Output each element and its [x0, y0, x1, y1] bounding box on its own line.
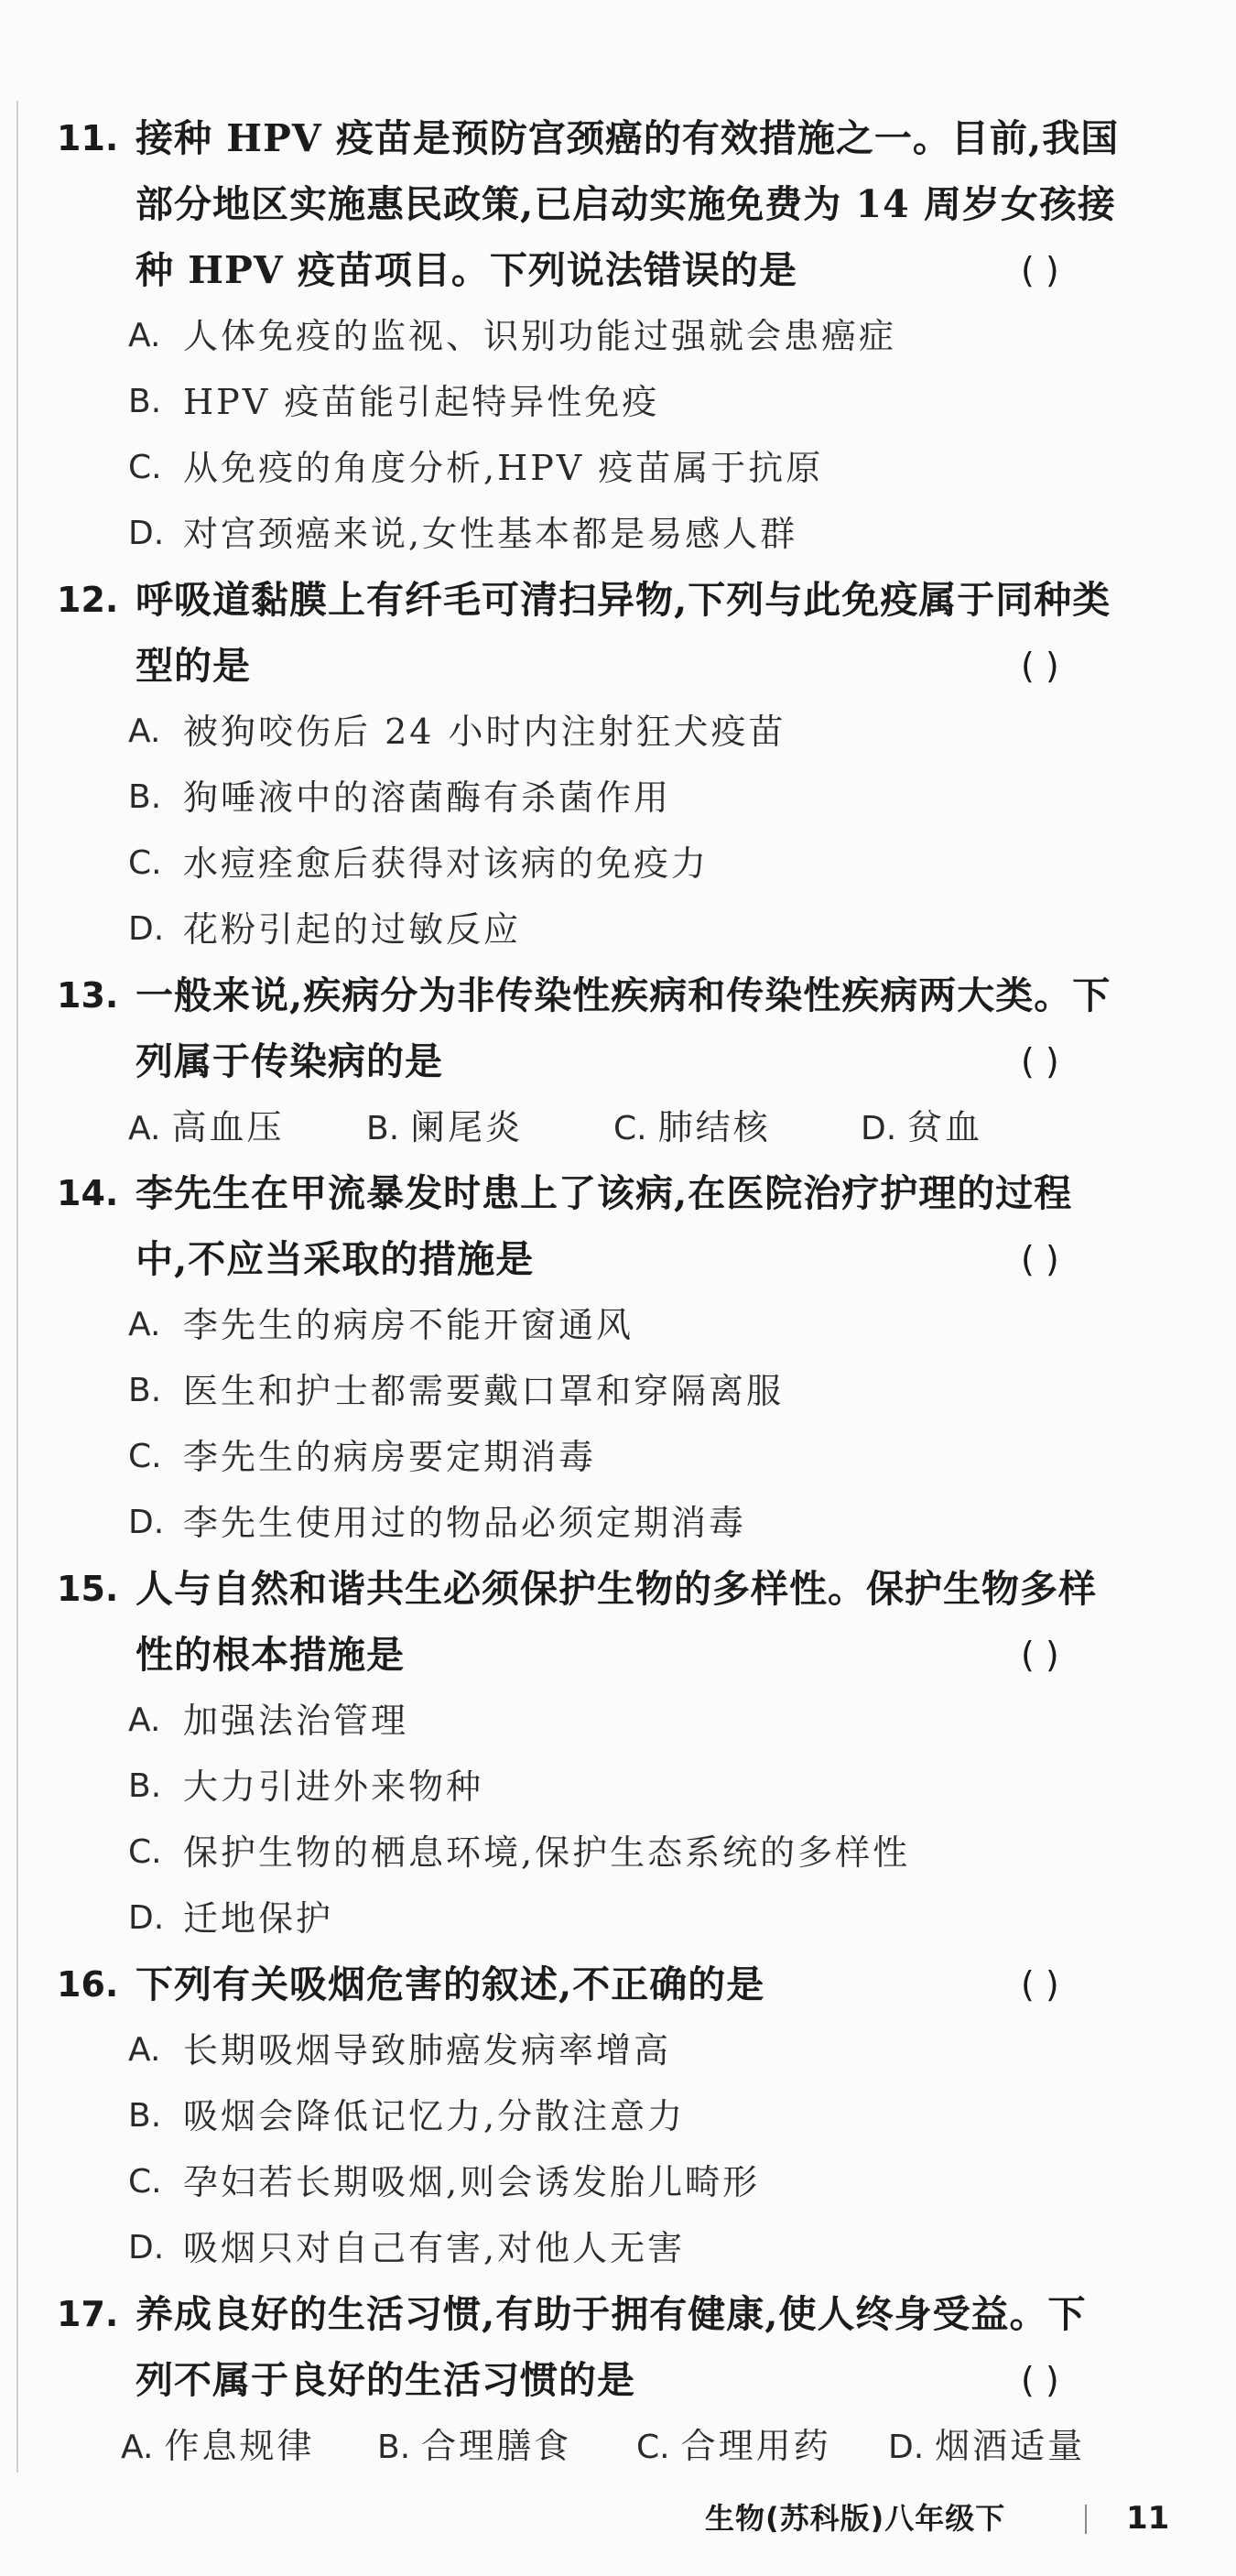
- option-c[interactable]: [613, 1094, 771, 1162]
- question-16: [37, 1951, 1209, 2281]
- option-a[interactable]: [37, 2017, 1209, 2083]
- option-letter: A.: [128, 317, 161, 354]
- option-d[interactable]: [861, 1094, 982, 1162]
- option-letter: B.: [128, 1372, 162, 1409]
- option-text: HPV 疫苗能引起特异性免疫: [183, 382, 660, 422]
- footer-divider: [1085, 2505, 1087, 2534]
- question-number: 13.: [57, 975, 119, 1016]
- question-line: [37, 237, 1209, 303]
- question-line: [37, 567, 1209, 633]
- option-letter: C.: [613, 1110, 647, 1147]
- option-c[interactable]: [37, 1424, 1209, 1490]
- question-number: 12.: [57, 580, 119, 620]
- option-letter: C.: [636, 2429, 670, 2466]
- option-text: 李先生的病房不能开窗通风: [183, 1305, 634, 1345]
- page-number: 11: [1126, 2500, 1170, 2537]
- inline-options: [37, 2413, 1209, 2479]
- question-text: 接种 HPV 疫苗是预防宫颈癌的有效措施之一。目前,我国: [136, 116, 1120, 160]
- option-text: 从免疫的角度分析,HPV 疫苗属于抗原: [183, 448, 824, 488]
- question-line: [37, 171, 1209, 237]
- question-line: [37, 1622, 1209, 1688]
- option-a[interactable]: [37, 303, 1209, 369]
- option-text: 吸烟会降低记忆力,分散注意力: [183, 2096, 686, 2136]
- question-text: 种 HPV 疫苗项目。下列说法错误的是: [136, 248, 797, 292]
- question-number: 15.: [57, 1569, 119, 1609]
- option-letter: B.: [128, 2097, 162, 2135]
- option-d[interactable]: [37, 1490, 1209, 1556]
- option-b[interactable]: [377, 2413, 571, 2481]
- option-b[interactable]: [37, 2083, 1209, 2149]
- option-c[interactable]: [37, 1820, 1209, 1886]
- option-d[interactable]: [37, 1886, 1209, 1951]
- question-text: 下列有关吸烟危害的叙述,不正确的是: [136, 1962, 765, 2006]
- option-letter: B.: [128, 1767, 162, 1805]
- option-text: 水痘痊愈后获得对该病的免疫力: [183, 843, 710, 884]
- option-a[interactable]: [121, 2413, 314, 2481]
- option-text: 对宫颈癌来说,女性基本都是易感人群: [183, 514, 798, 554]
- option-text: 吸烟只对自己有害,对他人无害: [183, 2228, 686, 2268]
- option-letter: B.: [377, 2429, 411, 2466]
- option-c[interactable]: [37, 435, 1209, 501]
- option-text: 李先生的病房要定期消毒: [183, 1437, 597, 1477]
- option-b[interactable]: [37, 1358, 1209, 1424]
- question-line: [37, 1226, 1209, 1292]
- question-text: 型的是: [136, 644, 251, 688]
- option-a[interactable]: [37, 699, 1209, 765]
- answer-parentheses[interactable]: ( ): [1021, 1041, 1059, 1081]
- margin-rule: [16, 101, 18, 2473]
- question-text: 性的根本措施是: [136, 1633, 405, 1677]
- question-13: [37, 962, 1209, 1160]
- question-line: [37, 1160, 1209, 1226]
- answer-parentheses[interactable]: ( ): [1021, 646, 1059, 686]
- option-d[interactable]: [37, 2215, 1209, 2281]
- option-text: 合理膳食: [421, 2426, 572, 2466]
- option-letter: C.: [128, 449, 162, 486]
- option-text: 作息规律: [164, 2426, 315, 2466]
- option-letter: B.: [128, 383, 162, 420]
- option-letter: D.: [861, 1110, 897, 1147]
- option-text: 孕妇若长期吸烟,则会诱发胎儿畸形: [183, 2162, 761, 2202]
- answer-parentheses[interactable]: ( ): [1021, 2360, 1059, 2400]
- option-letter: A.: [128, 1701, 161, 1739]
- option-a[interactable]: [37, 1292, 1209, 1358]
- footer-subject: 生物(苏科版)八年级下: [705, 2501, 1006, 2536]
- question-line: [37, 2347, 1209, 2413]
- question-text: 呼吸道黏膜上有纤毛可清扫异物,下列与此免疫属于同种类: [136, 578, 1111, 622]
- question-11: [37, 105, 1209, 567]
- option-text: 阑尾炎: [410, 1107, 524, 1147]
- option-text: 医生和护士都需要戴口罩和穿隔离服: [183, 1371, 785, 1411]
- inline-options: [37, 1094, 1209, 1160]
- option-b[interactable]: [37, 765, 1209, 831]
- option-letter: B.: [366, 1110, 400, 1147]
- option-letter: D.: [888, 2429, 925, 2466]
- option-text: 加强法治管理: [183, 1701, 409, 1741]
- option-letter: D.: [128, 1899, 165, 1937]
- question-number: 17.: [57, 2294, 119, 2334]
- option-text: 肺结核: [657, 1107, 771, 1147]
- option-text: 烟酒适量: [935, 2426, 1086, 2466]
- option-c[interactable]: [636, 2413, 831, 2481]
- question-17: [37, 2281, 1209, 2479]
- option-letter: D.: [128, 910, 165, 948]
- question-number: 16.: [57, 1964, 119, 2005]
- answer-parentheses[interactable]: ( ): [1021, 1239, 1059, 1279]
- question-line: [37, 105, 1209, 171]
- answer-parentheses[interactable]: ( ): [1021, 250, 1059, 290]
- question-12: [37, 567, 1209, 962]
- question-line: [37, 1556, 1209, 1622]
- option-letter: D.: [128, 2229, 165, 2266]
- answer-parentheses[interactable]: ( ): [1021, 1635, 1059, 1675]
- option-letter: D.: [128, 515, 165, 552]
- question-text: 中,不应当采取的措施是: [136, 1237, 535, 1281]
- option-letter: A.: [128, 1306, 161, 1343]
- option-b[interactable]: [366, 1094, 523, 1162]
- option-text: 李先生使用过的物品必须定期消毒: [183, 1503, 747, 1543]
- option-letter: C.: [128, 844, 162, 882]
- option-d[interactable]: [37, 897, 1209, 962]
- option-a[interactable]: [37, 1688, 1209, 1754]
- question-line: [37, 633, 1209, 699]
- question-text: 一般来说,疾病分为非传染性疾病和传染性疾病两大类。下: [136, 973, 1111, 1017]
- option-b[interactable]: [37, 1754, 1209, 1820]
- option-letter: A.: [128, 1110, 161, 1147]
- question-text: 列不属于良好的生活习惯的是: [136, 2358, 635, 2402]
- question-line: [37, 962, 1209, 1028]
- option-letter: D.: [128, 1504, 165, 1541]
- option-text: 保护生物的栖息环境,保护生态系统的多样性: [183, 1832, 911, 1873]
- question-14: [37, 1160, 1209, 1556]
- option-text: 合理用药: [680, 2426, 831, 2466]
- option-text: 大力引进外来物种: [183, 1766, 484, 1807]
- option-text: 贫血: [907, 1107, 983, 1147]
- question-text: 列属于传染病的是: [136, 1039, 443, 1083]
- question-line: [37, 1951, 1209, 2017]
- question-number: 11.: [57, 118, 119, 158]
- option-a[interactable]: [128, 1094, 284, 1162]
- option-letter: A.: [121, 2429, 154, 2466]
- option-d[interactable]: [37, 501, 1209, 567]
- page-footer: [0, 2486, 1236, 2550]
- option-letter: B.: [128, 778, 162, 816]
- option-d[interactable]: [888, 2413, 1085, 2481]
- option-letter: A.: [128, 2031, 161, 2069]
- option-text: 花粉引起的过敏反应: [183, 909, 522, 950]
- option-b[interactable]: [37, 369, 1209, 435]
- option-text: 高血压: [171, 1107, 285, 1147]
- option-c[interactable]: [37, 831, 1209, 897]
- question-text: 部分地区实施惠民政策,已启动实施免费为 14 周岁女孩接: [136, 182, 1116, 226]
- option-text: 长期吸烟导致肺癌发病率增高: [183, 2030, 672, 2071]
- question-number: 14.: [57, 1173, 119, 1213]
- question-text: 李先生在甲流暴发时患上了该病,在医院治疗护理的过程: [136, 1171, 1073, 1215]
- option-text: 迁地保护: [183, 1898, 334, 1939]
- question-text: 养成良好的生活习惯,有助于拥有健康,使人终身受益。下: [136, 2292, 1087, 2336]
- option-text: 狗唾液中的溶菌酶有杀菌作用: [183, 777, 672, 818]
- option-letter: C.: [128, 1833, 162, 1871]
- answer-parentheses[interactable]: ( ): [1021, 1964, 1059, 2005]
- option-letter: C.: [128, 2163, 162, 2201]
- option-text: 被狗咬伤后 24 小时内注射狂犬疫苗: [183, 712, 786, 752]
- option-letter: A.: [128, 712, 161, 750]
- option-letter: C.: [128, 1438, 162, 1475]
- question-line: [37, 1028, 1209, 1094]
- option-c[interactable]: [37, 2149, 1209, 2215]
- question-text: 人与自然和谐共生必须保护生物的多样性。保护生物多样: [136, 1567, 1097, 1611]
- question-line: [37, 2281, 1209, 2347]
- question-15: [37, 1556, 1209, 1951]
- option-text: 人体免疫的监视、识别功能过强就会患癌症: [183, 316, 897, 356]
